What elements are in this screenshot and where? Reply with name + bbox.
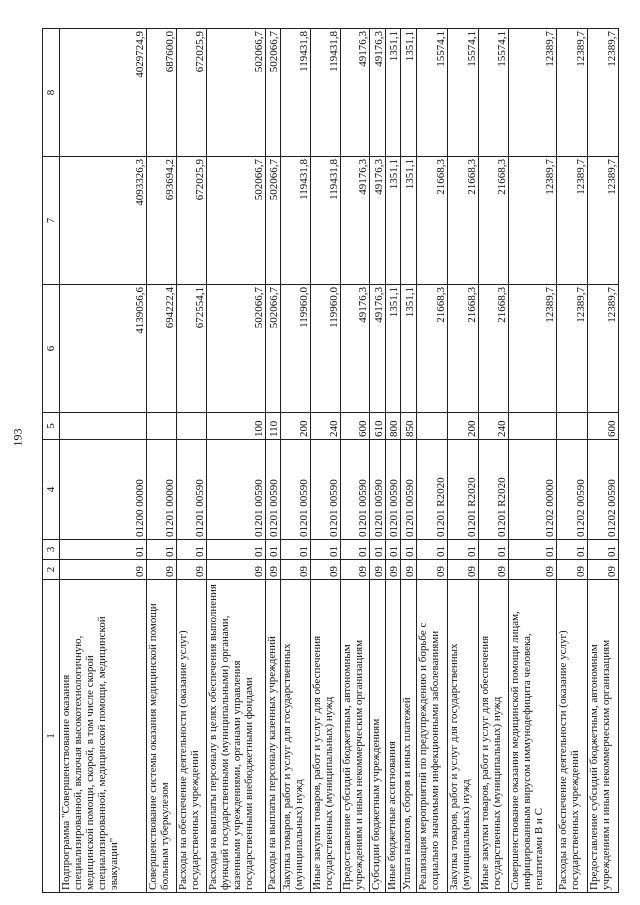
section-code-cell: 09 [370, 560, 385, 580]
amount-year1-cell: 119960,0 [281, 285, 311, 413]
expense-type-cell: 800 [385, 413, 400, 440]
subsection-code-cell: 01 [59, 540, 146, 560]
subsection-code-cell: 01 [557, 540, 588, 560]
amount-year2-cell: 49176,3 [370, 157, 385, 285]
amount-year3-cell: 119431,8 [310, 29, 340, 157]
expense-type-cell [146, 413, 177, 440]
table-row [177, 29, 207, 893]
subsection-code-cell: 01 [416, 540, 447, 560]
target-article-cell: 01201 00000 [146, 440, 177, 540]
page-number: 193 [10, 428, 25, 447]
amount-year2-cell: 49176,3 [340, 157, 370, 285]
expense-type-cell: 240 [478, 413, 509, 440]
target-article-cell: 01201 00590 [401, 440, 416, 540]
amount-year2-cell: 21668,3 [416, 157, 447, 285]
amount-year1-cell: 12389,7 [557, 285, 588, 413]
table-row [340, 29, 370, 893]
amount-year2-cell: 119431,8 [310, 157, 340, 285]
row-name-cell: Расходы на выплаты персоналу в целях обеспечения выполнения функций государственными (муниципальными) органами, казенными учреждениями, органами управления государственными внебюджетными фондами [207, 580, 265, 893]
amount-year3-cell: 1351,1 [385, 29, 400, 157]
amount-year1-cell: 502066,7 [207, 285, 265, 413]
subsection-code-cell: 01 [588, 540, 619, 560]
section-code-cell: 09 [588, 560, 619, 580]
target-article-cell: 01201 00590 [310, 440, 340, 540]
amount-year3-cell: 49176,3 [340, 29, 370, 157]
section-code-cell: 09 [281, 560, 311, 580]
amount-year3-cell: 502066,7 [207, 29, 265, 157]
row-name-cell: Закупка товаров, работ и услуг для государственных (муниципальных) нужд [281, 580, 311, 893]
section-code-cell: 09 [557, 560, 588, 580]
section-code-cell: 09 [401, 560, 416, 580]
amount-year1-cell: 672554,1 [177, 285, 207, 413]
target-article-cell: 01201 00590 [281, 440, 311, 540]
amount-year2-cell: 21668,3 [478, 157, 509, 285]
subsection-code-cell: 01 [310, 540, 340, 560]
amount-year3-cell: 672025,9 [177, 29, 207, 157]
row-name-cell: Расходы на обеспечение деятельности (оказание услуг) государственных учреждений [557, 580, 588, 893]
amount-year1-cell: 119960,0 [310, 285, 340, 413]
expense-type-cell: 600 [588, 413, 619, 440]
budget-table [42, 28, 619, 893]
subsection-code-cell: 01 [265, 540, 280, 560]
amount-year1-cell: 49176,3 [370, 285, 385, 413]
target-article-cell: 01201 00590 [207, 440, 265, 540]
amount-year3-cell: 502066,7 [265, 29, 280, 157]
section-code-cell: 09 [447, 560, 478, 580]
section-code-cell: 09 [59, 560, 146, 580]
expense-type-cell: 200 [447, 413, 478, 440]
amount-year2-cell: 672025,9 [177, 157, 207, 285]
expense-type-cell: 600 [340, 413, 370, 440]
amount-year2-cell: 502066,7 [265, 157, 280, 285]
header-cell: 4 [43, 440, 60, 540]
row-name-cell: Реализация мероприятий по предупреждению и борьбе с социально значимыми инфекционными заболеваниями [416, 580, 447, 893]
table-row [509, 29, 557, 893]
table-row [385, 29, 400, 893]
expense-type-cell: 240 [310, 413, 340, 440]
expense-type-cell: 850 [401, 413, 416, 440]
amount-year3-cell: 15574,1 [416, 29, 447, 157]
amount-year2-cell: 1351,1 [385, 157, 400, 285]
amount-year3-cell: 119431,8 [281, 29, 311, 157]
amount-year2-cell: 21668,3 [447, 157, 478, 285]
header-cell: 5 [43, 413, 60, 440]
subsection-code-cell: 01 [146, 540, 177, 560]
target-article-cell: 01202 00000 [509, 440, 557, 540]
target-article-cell: 01201 00590 [265, 440, 280, 540]
target-article-cell: 01202 00590 [557, 440, 588, 540]
section-code-cell: 09 [310, 560, 340, 580]
subsection-code-cell: 01 [447, 540, 478, 560]
amount-year2-cell: 12389,7 [557, 157, 588, 285]
row-name-cell: Расходы на выплаты персоналу казенных учреждений [265, 580, 280, 893]
expense-type-cell: 200 [281, 413, 311, 440]
section-code-cell: 09 [340, 560, 370, 580]
target-article-cell: 01201 R2020 [447, 440, 478, 540]
table-row [59, 29, 146, 893]
amount-year2-cell: 1351,1 [401, 157, 416, 285]
target-article-cell: 01201 R2020 [478, 440, 509, 540]
amount-year2-cell: 12389,7 [509, 157, 557, 285]
amount-year2-cell: 502066,7 [207, 157, 265, 285]
amount-year2-cell: 4093326,3 [59, 157, 146, 285]
table-header-row [43, 29, 60, 893]
table-row [207, 29, 265, 893]
amount-year1-cell: 1351,1 [385, 285, 400, 413]
amount-year2-cell: 12389,7 [588, 157, 619, 285]
target-article-cell: 01201 00590 [385, 440, 400, 540]
amount-year1-cell: 12389,7 [588, 285, 619, 413]
amount-year2-cell: 693694,2 [146, 157, 177, 285]
amount-year3-cell: 15574,1 [447, 29, 478, 157]
table-row [478, 29, 509, 893]
amount-year3-cell: 4029724,9 [59, 29, 146, 157]
section-code-cell: 09 [478, 560, 509, 580]
row-name-cell: Расходы на обеспечение деятельности (оказание услуг) государственных учреждений [177, 580, 207, 893]
row-name-cell: Субсидии бюджетным учреждениям [370, 580, 385, 893]
amount-year1-cell: 502066,7 [265, 285, 280, 413]
header-cell: 1 [43, 580, 60, 893]
target-article-cell: 01202 00590 [588, 440, 619, 540]
amount-year1-cell: 694222,4 [146, 285, 177, 413]
row-name-cell: Иные бюджетные ассигнования [385, 580, 400, 893]
subsection-code-cell: 01 [340, 540, 370, 560]
row-name-cell: Подпрограмма "Совершенствование оказания специализированной, включая высокотехнологичную, медицинской помощи, скорой, в том числе скорой специализированной, медицинской помощи, медицинской эвакуации" [59, 580, 146, 893]
amount-year3-cell: 49176,3 [370, 29, 385, 157]
subsection-code-cell: 01 [177, 540, 207, 560]
amount-year3-cell: 12389,7 [509, 29, 557, 157]
row-name-cell: Совершенствование системы оказания медицинской помощи больным туберкулезом [146, 580, 177, 893]
section-code-cell: 09 [207, 560, 265, 580]
expense-type-cell: 100 [207, 413, 265, 440]
row-name-cell: Предоставление субсидий бюджетным, автономным учреждениям и иным некоммерческим организациям [588, 580, 619, 893]
subsection-code-cell: 01 [281, 540, 311, 560]
row-name-cell: Иные закупки товаров, работ и услуг для обеспечения государственных (муниципальных) нужд [310, 580, 340, 893]
section-code-cell: 09 [509, 560, 557, 580]
table-row [557, 29, 588, 893]
subsection-code-cell: 01 [509, 540, 557, 560]
amount-year1-cell: 4139056,6 [59, 285, 146, 413]
amount-year3-cell: 12389,7 [557, 29, 588, 157]
amount-year1-cell: 21668,3 [416, 285, 447, 413]
table-row [416, 29, 447, 893]
header-cell: 8 [43, 29, 60, 157]
section-code-cell: 09 [416, 560, 447, 580]
amount-year3-cell: 1351,1 [401, 29, 416, 157]
amount-year2-cell: 119431,8 [281, 157, 311, 285]
subsection-code-cell: 01 [385, 540, 400, 560]
table-row [588, 29, 619, 893]
amount-year3-cell: 15574,1 [478, 29, 509, 157]
section-code-cell: 09 [265, 560, 280, 580]
row-name-cell: Уплата налогов, сборов и иных платежей [401, 580, 416, 893]
subsection-code-cell: 01 [478, 540, 509, 560]
subsection-code-cell: 01 [370, 540, 385, 560]
table-row [281, 29, 311, 893]
subsection-code-cell: 01 [401, 540, 416, 560]
amount-year3-cell: 687600,0 [146, 29, 177, 157]
target-article-cell: 01201 00590 [340, 440, 370, 540]
header-cell: 6 [43, 285, 60, 413]
amount-year1-cell: 12389,7 [509, 285, 557, 413]
expense-type-cell [59, 413, 146, 440]
table-row [447, 29, 478, 893]
amount-year1-cell: 21668,3 [478, 285, 509, 413]
row-name-cell: Закупка товаров, работ и услуг для государственных (муниципальных) нужд [447, 580, 478, 893]
subsection-code-cell: 01 [207, 540, 265, 560]
header-cell: 2 [43, 560, 60, 580]
section-code-cell: 09 [385, 560, 400, 580]
row-name-cell: Совершенствование оказания медицинской помощи лицам, инфицированным вирусом иммунодефицита человека, гепатитами B и C [509, 580, 557, 893]
amount-year3-cell: 12389,7 [588, 29, 619, 157]
expense-type-cell: 110 [265, 413, 280, 440]
rotated-table-container [42, 29, 619, 893]
header-cell: 7 [43, 157, 60, 285]
expense-type-cell: 610 [370, 413, 385, 440]
amount-year1-cell: 1351,1 [401, 285, 416, 413]
amount-year1-cell: 21668,3 [447, 285, 478, 413]
table-row [401, 29, 416, 893]
target-article-cell: 01201 00590 [177, 440, 207, 540]
expense-type-cell [557, 413, 588, 440]
amount-year1-cell: 49176,3 [340, 285, 370, 413]
target-article-cell: 01201 00590 [370, 440, 385, 540]
table-row [370, 29, 385, 893]
expense-type-cell [416, 413, 447, 440]
table-row [265, 29, 280, 893]
target-article-cell: 01200 00000 [59, 440, 146, 540]
row-name-cell: Иные закупки товаров, работ и услуг для обеспечения государственных (муниципальных) нужд [478, 580, 509, 893]
expense-type-cell [177, 413, 207, 440]
section-code-cell: 09 [146, 560, 177, 580]
header-cell: 3 [43, 540, 60, 560]
section-code-cell: 09 [177, 560, 207, 580]
expense-type-cell [509, 413, 557, 440]
table-row [310, 29, 340, 893]
target-article-cell: 01201 R2020 [416, 440, 447, 540]
row-name-cell: Предоставление субсидий бюджетным, автономным учреждениям и иным некоммерческим организациям [340, 580, 370, 893]
table-row [146, 29, 177, 893]
